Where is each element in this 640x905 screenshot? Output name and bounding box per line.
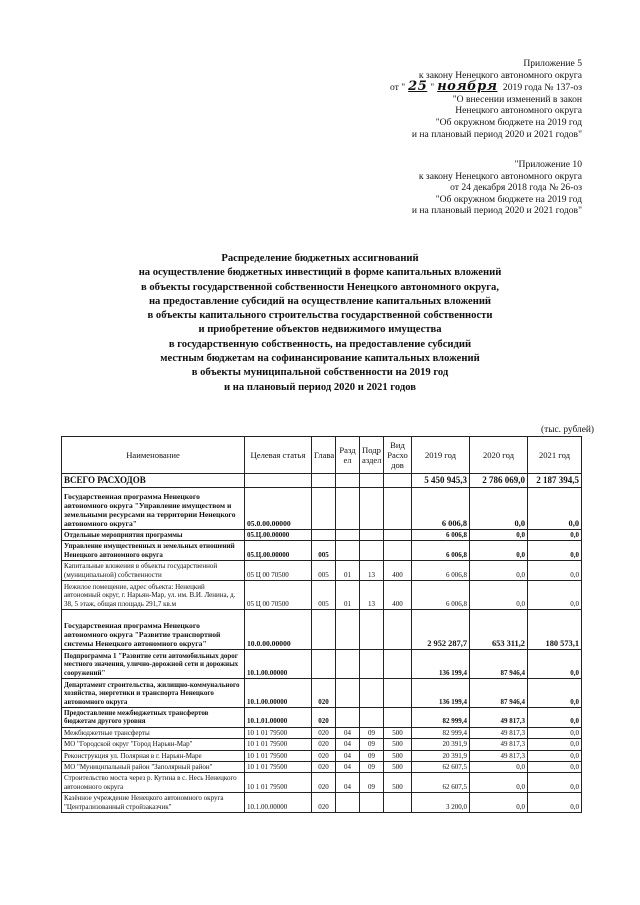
cell-y2021: 0,0 [528,750,582,761]
appendix-5-line: и на плановый период 2020 и 2021 годов" [411,128,582,140]
cell-podrazdel [360,650,384,679]
cell-article: 10 1 01 79500 [245,727,312,738]
cell-y2021: 0,0 [528,708,582,728]
cell-podrazdel: 09 [360,727,384,738]
appendix-10-header [412,159,582,217]
title-line: в объекты государственной собственности Ненецкого автономного округа, [141,281,499,293]
cell-y2020: 49 817,3 [470,739,528,750]
cell-article [245,474,312,488]
unit-label: (тыс. рублей) [540,425,594,435]
cell-vid [384,530,412,541]
cell-y2019: 3 200,0 [412,793,470,813]
header-article: Целевая статья [245,437,312,474]
table-row [62,708,582,728]
document-title [90,252,550,395]
cell-article: 10 1 01 79500 [245,739,312,750]
cell-vid [384,708,412,728]
cell-y2020: 49 817,3 [470,727,528,738]
header-vid: Вид Расхо дов [384,437,412,474]
cell-glava: 005 [312,581,336,610]
cell-vid: 500 [384,773,412,793]
cell-glava: 020 [312,762,336,773]
cell-y2019: 82 999,4 [412,727,470,738]
cell-y2021: 0,0 [528,762,582,773]
cell-y2021: 0,0 [528,530,582,541]
table-row [62,610,582,650]
title-line: на осуществление бюджетных инвестиций в форме капитальных вложений [138,267,502,279]
cell-article: 10.1.01.00000 [245,708,312,728]
cell-vid: 500 [384,727,412,738]
cell-glava [312,488,336,530]
appendix-5-line: "О внесении изменений в закон [452,93,582,105]
cell-name: МО "Муниципальный район "Заполярный район" [62,762,245,773]
appendix-10-line: от 24 декабря 2018 года № 26-оз [450,182,582,194]
cell-y2019: 6 006,8 [412,530,470,541]
cell-vid: 500 [384,750,412,761]
table-row [62,530,582,541]
header-razdel: Разд ел [336,437,360,474]
table-row [62,650,582,679]
cell-y2019: 136 199,4 [412,679,470,708]
title-line: в государственную собственность, на предоставление субсидий [168,338,472,350]
cell-y2020: 0,0 [470,488,528,530]
cell-y2020: 0,0 [470,581,528,610]
cell-article: 10 1 01 79500 [245,773,312,793]
cell-podrazdel [360,541,384,561]
cell-glava: 020 [312,750,336,761]
cell-podrazdel [360,530,384,541]
cell-glava [312,530,336,541]
appendix-5-line: к закону Ненецкого автономного округа [418,69,582,81]
cell-glava [312,650,336,679]
cell-razdel [336,530,360,541]
cell-vid [384,650,412,679]
header-glava: Глава [312,437,336,474]
cell-name: Отдельные мероприятия программы [62,530,245,541]
cell-name: Государственная программа Ненецкого автономного округа "Развитие транспортной системы Ненецкого автономного округа" [62,610,245,650]
table-row [62,561,582,581]
table-row [62,750,582,761]
header-podrazdel: Подр аздел [360,437,384,474]
cell-vid [384,610,412,650]
title-line: в объекты муниципальной собственности на 2019 год [191,367,449,379]
appendix-10-line: "Приложение 10 [514,159,582,170]
cell-vid [384,793,412,813]
cell-razdel [336,541,360,561]
cell-y2020: 49 817,3 [470,708,528,728]
cell-razdel [336,474,360,488]
cell-name: Реконструкция ул. Полярная в г. Нарьян-Маре [62,750,245,761]
table-row [62,541,582,561]
cell-article: 10 1 01 79500 [245,762,312,773]
appendix-5-header [390,58,582,140]
table-row [62,793,582,813]
cell-y2019: 62 607,5 [412,762,470,773]
cell-vid [384,488,412,530]
cell-razdel [336,793,360,813]
cell-podrazdel: 09 [360,762,384,773]
cell-y2021: 0,0 [528,679,582,708]
cell-y2021: 0,0 [528,727,582,738]
appendix-5-date [390,81,582,94]
header-2019: 2019 год [412,437,470,474]
appendix-5-line: Ненецкого автономного округа [455,105,582,117]
table-row [62,727,582,738]
cell-glava: 020 [312,773,336,793]
cell-razdel: 04 [336,773,360,793]
cell-y2019: 136 199,4 [412,650,470,679]
cell-name: Подпрограмма 1 "Развитие сети автомобильных дорог местного значения, улично-дорожной сети и дорожных сооружений" [62,650,245,679]
cell-article: 10.1.00.00000 [245,650,312,679]
cell-article: 05 Ц 00 70500 [245,581,312,610]
cell-glava: 005 [312,541,336,561]
cell-name: Капитальные вложения в объекты государственной (муниципальной) собственности [62,561,245,581]
title-line: в объекты капитального строительства государственной собственности [147,310,493,322]
cell-podrazdel [360,488,384,530]
cell-y2020: 87 946,4 [470,679,528,708]
cell-y2019: 6 006,8 [412,541,470,561]
cell-y2020: 0,0 [470,762,528,773]
cell-razdel: 04 [336,739,360,750]
cell-y2020: 87 946,4 [470,650,528,679]
cell-razdel [336,708,360,728]
header-2021: 2021 год [528,437,582,474]
cell-article: 05.Ц.00.00000 [245,530,312,541]
table-row [62,581,582,610]
table-row [62,773,582,793]
cell-razdel [336,610,360,650]
cell-podrazdel [360,679,384,708]
cell-vid: 400 [384,561,412,581]
cell-vid: 400 [384,581,412,610]
cell-vid: 500 [384,739,412,750]
appendix-5-line: Приложение 5 [523,58,582,69]
cell-glava: 020 [312,679,336,708]
cell-y2019: 82 999,4 [412,708,470,728]
cell-glava: 005 [312,561,336,581]
cell-name: Казённое учреждение Ненецкого автономного округа "Централизованный стройзаказчик" [62,793,245,813]
cell-y2021: 0,0 [528,581,582,610]
cell-podrazdel: 09 [360,739,384,750]
cell-article: 10.0.00.00000 [245,610,312,650]
cell-y2019: 6 006,8 [412,561,470,581]
cell-name: Предоставление межбюджетных трансфертов бюджетам другого уровня [62,708,245,728]
cell-podrazdel [360,793,384,813]
cell-podrazdel: 09 [360,750,384,761]
handwritten-month: ноября [437,79,498,95]
appendix-10-line: "Об окружном бюджете на 2019 год [435,193,582,205]
cell-vid [384,474,412,488]
cell-glava: 020 [312,793,336,813]
cell-razdel: 04 [336,750,360,761]
handwritten-day: 25 [408,79,428,95]
cell-y2021: 0,0 [528,793,582,813]
cell-article: 10.1.00.00000 [245,679,312,708]
cell-razdel [336,679,360,708]
appendix-10-line: к закону Ненецкого автономного округа [418,170,582,182]
date-sep: " [430,82,435,94]
header-2020: 2020 год [470,437,528,474]
cell-y2021: 0,0 [528,561,582,581]
cell-podrazdel [360,474,384,488]
cell-vid: 500 [384,762,412,773]
cell-name: Управление имущественных и земельных отношений Ненецкого автономного округа [62,541,245,561]
cell-y2021: 2 187 394,5 [528,474,582,488]
cell-y2020: 49 817,3 [470,750,528,761]
cell-name: МО "Городской округ "Город Нарьян-Мар" [62,739,245,750]
table-row [62,739,582,750]
cell-vid [384,541,412,561]
cell-y2020: 0,0 [470,541,528,561]
cell-y2021: 0,0 [528,488,582,530]
cell-y2021: 0,0 [528,650,582,679]
cell-y2020: 2 786 069,0 [470,474,528,488]
cell-y2020: 653 311,2 [470,610,528,650]
cell-y2019: 5 450 945,3 [412,474,470,488]
cell-y2019: 20 391,9 [412,750,470,761]
cell-y2019: 62 607,5 [412,773,470,793]
cell-podrazdel [360,708,384,728]
title-line: Распределение бюджетных ассигнований [221,253,419,264]
cell-razdel [336,650,360,679]
cell-name: Межбюджетные трансферты [62,727,245,738]
cell-podrazdel [360,610,384,650]
cell-y2021: 0,0 [528,773,582,793]
cell-y2019: 2 952 287,7 [412,610,470,650]
budget-table [61,436,582,813]
cell-y2021: 180 573,1 [528,610,582,650]
table-row [62,474,582,488]
header-name: Наименование [62,437,245,474]
cell-glava: 020 [312,739,336,750]
cell-y2021: 0,0 [528,541,582,561]
table-row [62,762,582,773]
cell-razdel: 01 [336,581,360,610]
appendix-5-line: "Об окружном бюджете на 2019 год [435,116,582,128]
cell-glava [312,610,336,650]
table-row [62,679,582,708]
appendix-10-line: и на плановый период 2020 и 2021 годов" [411,205,582,217]
cell-razdel: 04 [336,727,360,738]
title-line: и на плановый период 2020 и 2021 годов [224,381,416,393]
cell-name: ВСЕГО РАСХОДОВ [62,474,245,488]
cell-article: 10.1.00.00000 [245,793,312,813]
cell-y2019: 6 006,8 [412,581,470,610]
cell-y2020: 0,0 [470,793,528,813]
cell-article: 05.0.00.00000 [245,488,312,530]
date-prefix: от " [389,82,406,94]
date-suffix: 2019 года № 137-оз [502,82,582,94]
cell-name: Строительство моста через р. Кутина в с. Несь Ненецкого автономного округа [62,773,245,793]
cell-podrazdel: 09 [360,773,384,793]
cell-name: Департамент строительства, жилищно-коммунального хозяйства, энергетики и транспорта Ненецкого автономного округа [62,679,245,708]
cell-razdel: 04 [336,762,360,773]
cell-razdel: 01 [336,561,360,581]
cell-article: 10 1 01 79500 [245,750,312,761]
cell-article: 05.Ц.00.00000 [245,541,312,561]
cell-y2021: 0,0 [528,739,582,750]
cell-vid [384,679,412,708]
cell-glava: 020 [312,708,336,728]
title-line: местным бюджетам на софинансирование капитальных вложений [160,353,480,365]
cell-podrazdel: 13 [360,581,384,610]
table-row [62,488,582,530]
table-header-row [62,437,582,474]
title-line: и приобретение объектов недвижимого имущества [198,324,442,336]
cell-y2020: 0,0 [470,561,528,581]
cell-article: 05 Ц 00 70500 [245,561,312,581]
cell-razdel [336,488,360,530]
cell-y2019: 20 391,9 [412,739,470,750]
cell-y2020: 0,0 [470,530,528,541]
cell-glava: 020 [312,727,336,738]
cell-y2020: 0,0 [470,773,528,793]
cell-podrazdel: 13 [360,561,384,581]
cell-name: Государственная программа Ненецкого автономного округа "Управление имуществом и земельными ресурсами на территории Ненецкого автономного округа" [62,488,245,530]
cell-glava [312,474,336,488]
cell-y2019: 6 006,8 [412,488,470,530]
cell-name: Нежилое помещение, адрес объекта: Ненецкий автономный округ, г. Нарьян-Мар, ул. им. В.И. Ленина, д. 38, 5 этаж, общая площадь 291,7 кв.м [62,581,245,610]
title-line: на предоставление субсидий на осуществление капитальных вложений [148,295,492,307]
